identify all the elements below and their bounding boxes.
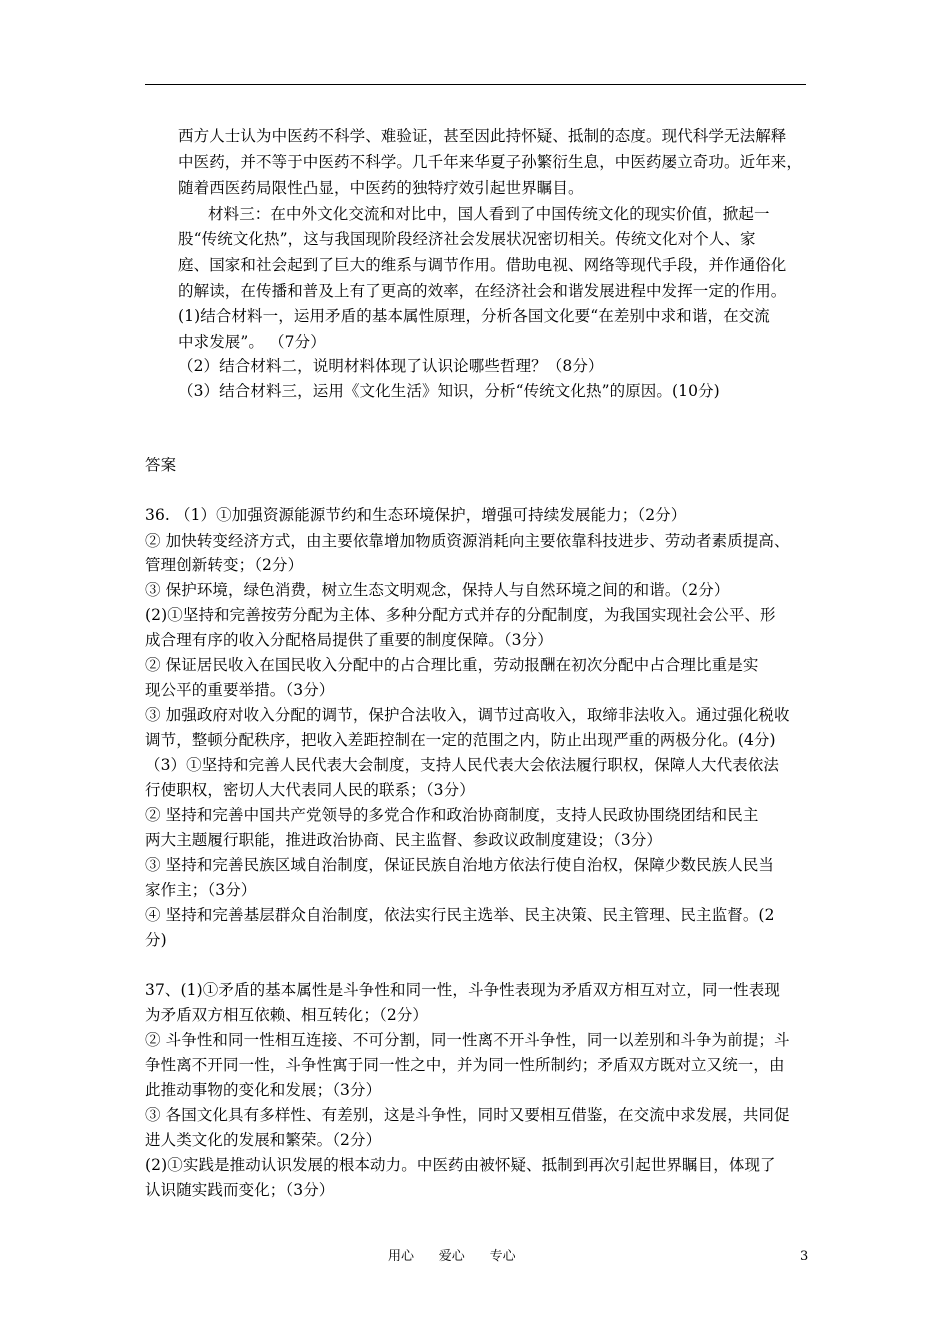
answer-line: ② 保证居民收入在国民收入分配中的占合理比重，劳动报酬在初次分配中占合理比重是实 (145, 656, 759, 674)
material-line: 中医药，并不等于中医药不科学。几千年来华夏子孙繁衍生息，中医药屡立奇功。近年来， (178, 153, 803, 171)
question-line: 中求发展”。 （7分） (178, 333, 326, 351)
answer-line: ② 加快转变经济方式，由主要依靠增加物质资源消耗向主要依靠科技进步、劳动者素质提高、 (145, 532, 790, 550)
answer-line: 为矛盾双方相互依赖、相互转化；（2分） (145, 1006, 429, 1024)
answer-line: ④ 坚持和完善基层群众自治制度，依法实行民主选举、民主决策、民主管理、民主监督。(2 (145, 906, 775, 924)
question-line: （2）结合材料二，说明材料体现了认识论哪些哲理？（8分） (178, 357, 604, 375)
answer-line: 现公平的重要举措。（3分） (145, 681, 335, 699)
answer-line: 认识随实践而变化；（3分） (145, 1181, 335, 1199)
answer-line: 调节，整顿分配秩序，把收入差距控制在一定的范围之内，防止出现严重的两极分化。(4分) (145, 731, 776, 749)
answer-line: 进人类文化的发展和繁荣。（2分） (145, 1131, 382, 1149)
answer-line: ③ 各国文化具有多样性、有差别，这是斗争性，同时又要相互借鉴，在交流中求发展，共同促 (145, 1106, 790, 1124)
answer-line: 争性离不开同一性，斗争性寓于同一性之中，并为同一性所制约；矛盾双方既对立又统一，由 (145, 1056, 785, 1074)
answer-line: 成合理有序的收入分配格局提供了重要的制度保障。（3分） (145, 631, 553, 649)
answer-heading: 答案 (145, 456, 177, 474)
answer-line: ③ 坚持和完善民族区域自治制度，保证民族自治地方依法行使自治权，保障少数民族人民当 (145, 856, 775, 874)
material-line: 随着西医药局限性凸显，中医药的独特疗效引起世界瞩目。 (178, 179, 584, 197)
answer-line: 家作主；（3分） (145, 881, 257, 899)
answer-line: ③ 加强政府对收入分配的调节，保护合法收入，调节过高收入，取缔非法收入。通过强化税收 (145, 706, 790, 724)
answer-line: 36. （1）①加强资源能源节约和生态环境保护，增强可持续发展能力；（2分） (145, 506, 687, 524)
question-line: （3）结合材料三，运用《文化生活》知识，分析“传统文化热”的原因。(10分) (178, 382, 720, 400)
answer-line: ② 坚持和完善中国共产党领导的多党合作和政治协商制度，支持人民政协围绕团结和民主 (145, 806, 759, 824)
answer-line: ③ 保护环境，绿色消费，树立生态文明观念，保持人与自然环境之间的和谐。（2分） (145, 581, 730, 599)
answer-line: (2)①实践是推动认识发展的根本动力。中医药由被怀疑、抵制到再次引起世界瞩目，体现了 (145, 1156, 776, 1174)
answer-line: (2)①坚持和完善按劳分配为主体、多种分配方式并存的分配制度，为我国实现社会公平、形 (145, 606, 776, 624)
material-line: 材料三：在中外文化交流和对比中，国人看到了中国传统文化的现实价值，掀起一 (208, 205, 770, 223)
material-line: 庭、国家和社会起到了巨大的维系与调节作用。借助电视、网络等现代手段，并作通俗化 (178, 256, 787, 274)
answer-line: 管理创新转变；（2分） (145, 556, 304, 574)
material-line: 的解读，在传播和普及上有了更高的效率，在经济社会和谐发展进程中发挥一定的作用。 (178, 282, 787, 300)
answer-line: 行使职权，密切人大代表同人民的联系；（3分） (145, 781, 475, 799)
answer-line: ② 斗争性和同一性相互连接、不可分割，同一性离不开斗争性，同一以差别和斗争为前提；斗 (145, 1031, 790, 1049)
footer-motto: 用心 爱心 专心 (388, 1249, 516, 1264)
answer-line: 分) (145, 931, 167, 949)
material-line: 西方人士认为中医药不科学、难验证，甚至因此持怀疑、抵制的态度。现代科学无法解释 (178, 127, 787, 145)
header-rule (145, 84, 806, 85)
answer-line: 两大主题履行职能，推进政治协商、民主监督、参政议政制度建设；（3分） (145, 831, 663, 849)
answer-line: （3）①坚持和完善人民代表大会制度，支持人民代表大会依法履行职权，保障人大代表依法 (145, 756, 779, 774)
answer-line: 此推动事物的变化和发展；（3分） (145, 1081, 382, 1099)
material-line: 股“传统文化热”，这与我国现阶段经济社会发展状况密切相关。传统文化对个人、家 (178, 230, 756, 248)
page-number: 3 (800, 1249, 809, 1264)
answer-line: 37、(1)①矛盾的基本属性是斗争性和同一性，斗争性表现为矛盾双方相互对立，同一性表现 (145, 981, 780, 999)
question-line: (1)结合材料一，运用矛盾的基本属性原理，分析各国文化要“在差别中求和谐，在交流 (178, 307, 770, 325)
